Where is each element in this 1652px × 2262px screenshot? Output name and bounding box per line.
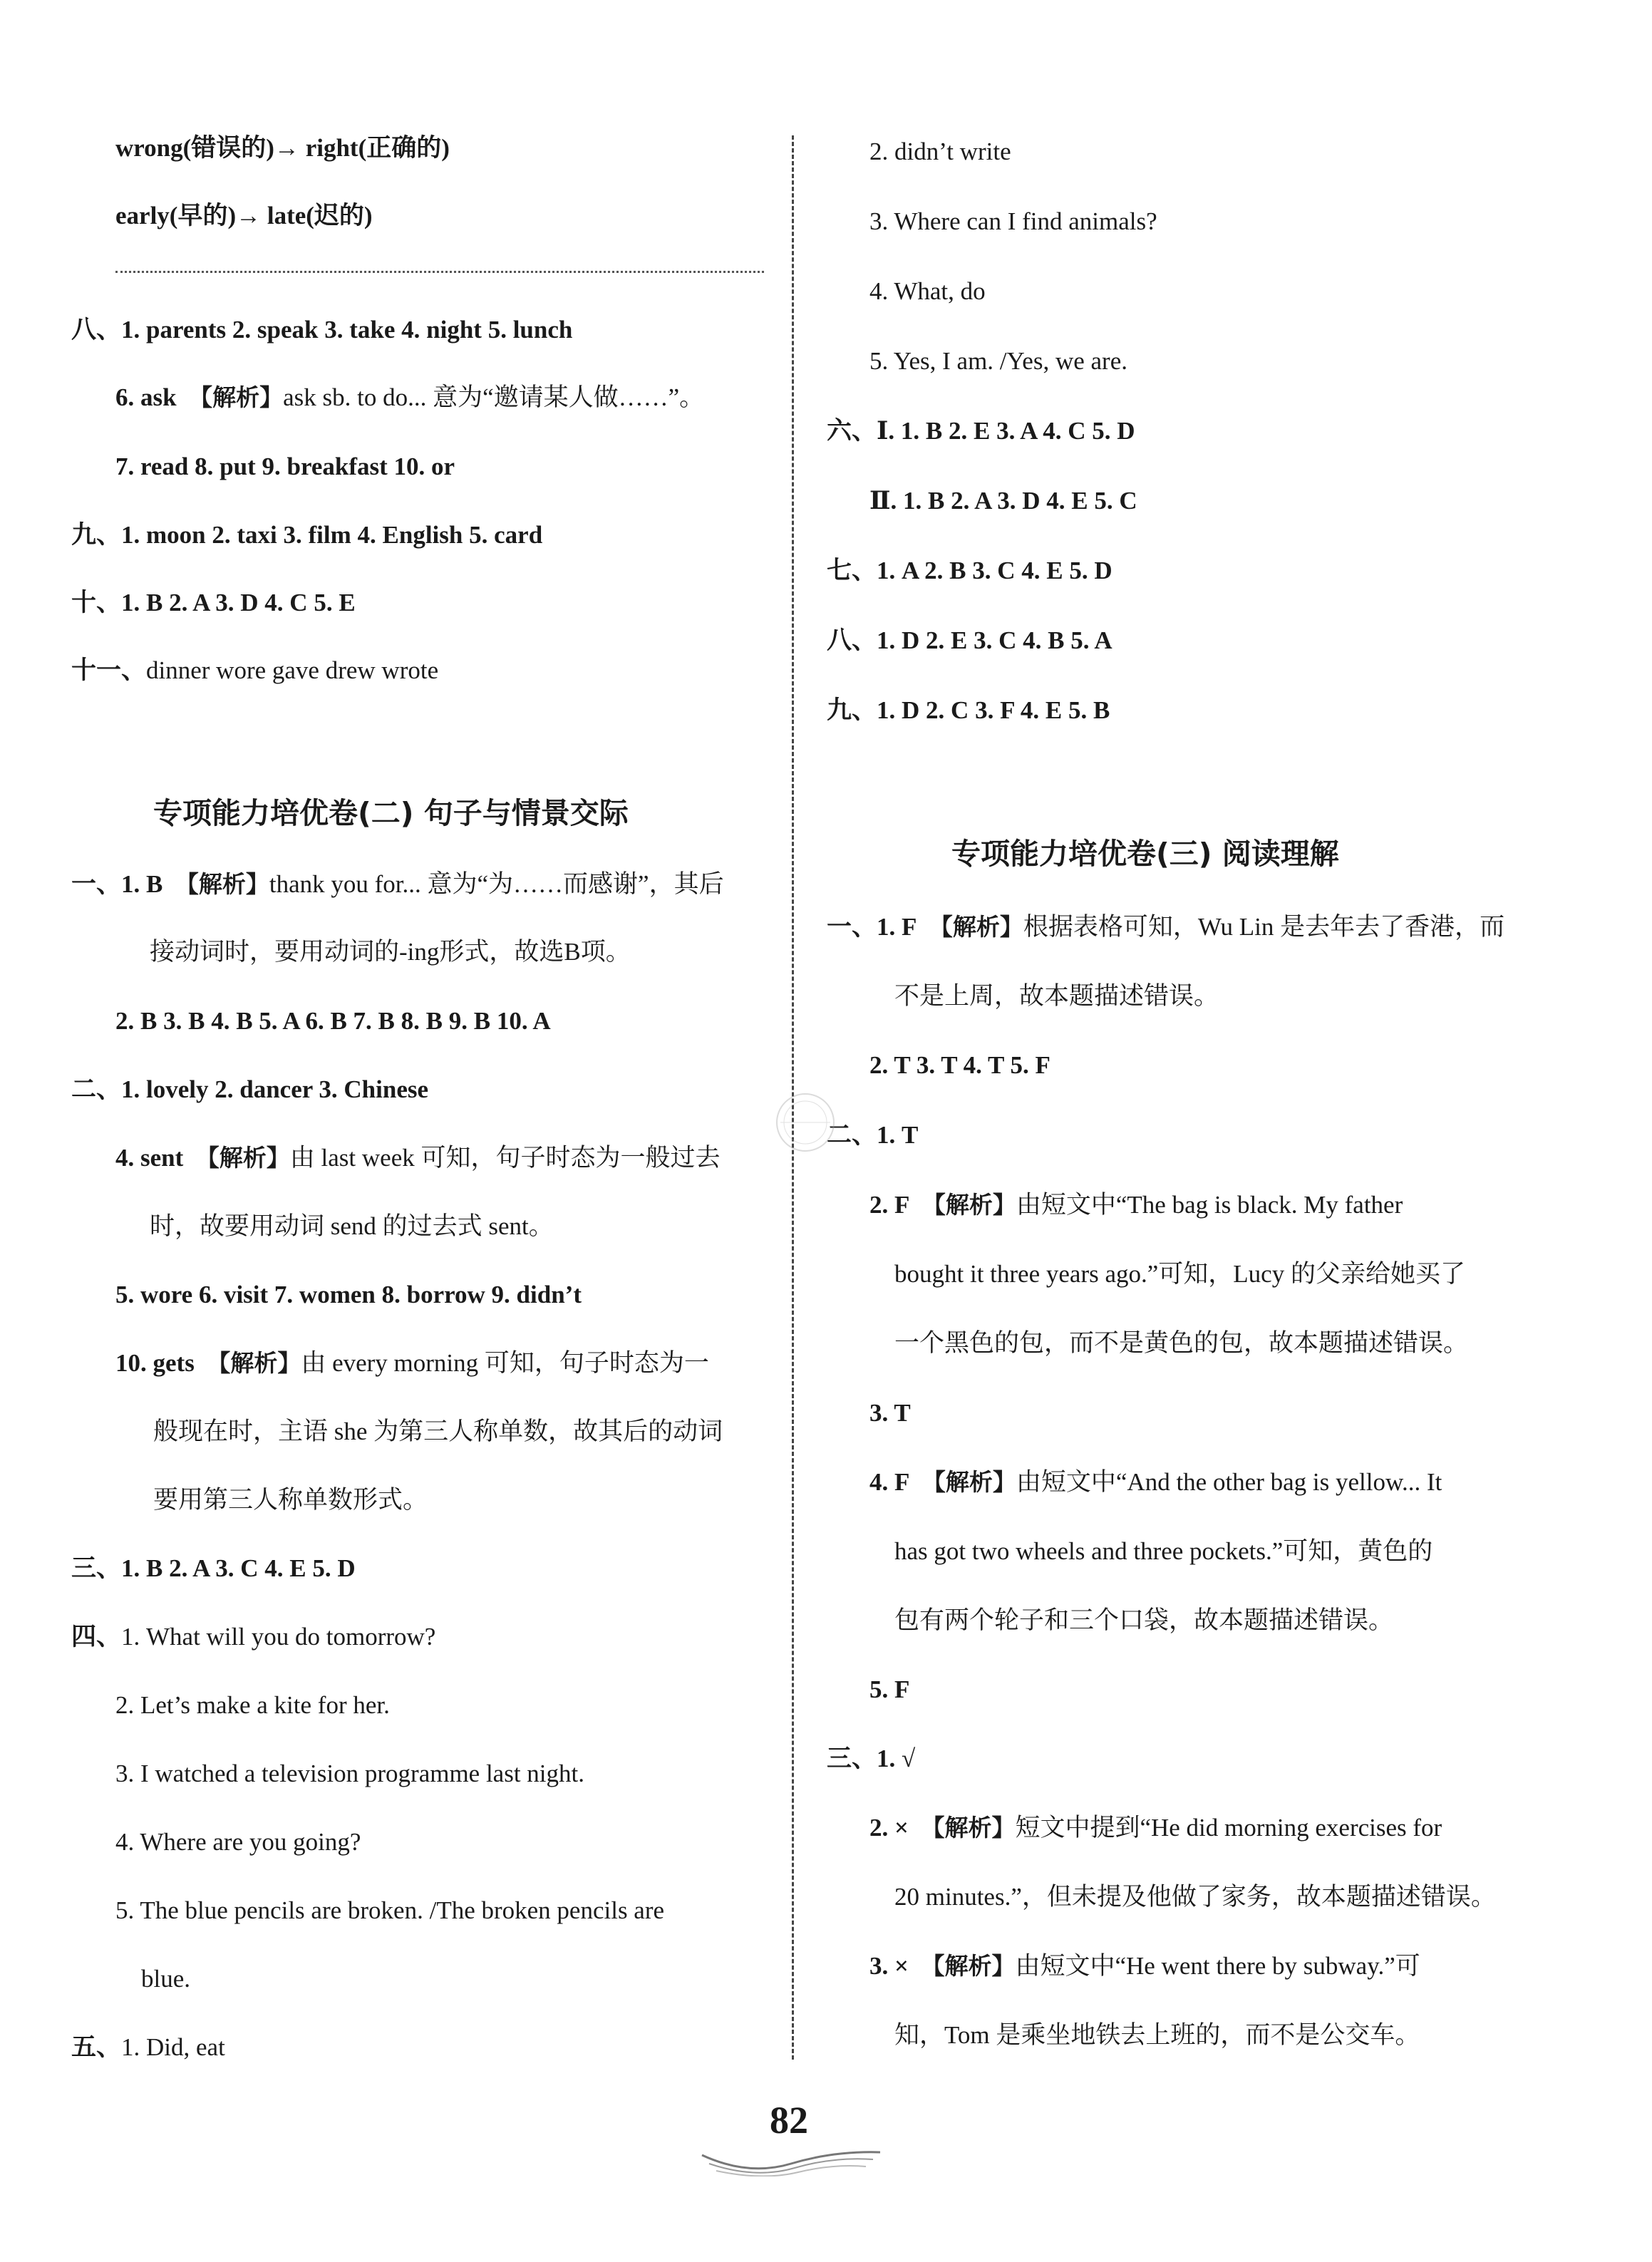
s3-q3-item-3: 3. × 【解析】由短文中“He went there by subway.”可 — [869, 1952, 1420, 1980]
q10-row: 十、1. B 2. A 3. D 4. C 5. E — [71, 589, 356, 616]
s3-q3-item-3-cont: 知，Tom 是乘坐地铁去上班的，而不是公交车。 — [894, 2021, 1420, 2049]
s3-q3-item-2: 2. × 【解析】短文中提到“He did morning exercises for — [869, 1814, 1442, 1842]
s2-q2-row-5: 5. wore 6. visit 7. women 8. borrow 9. didn’t — [115, 1281, 582, 1308]
s3-q2-item-2-cont-1: bought it three years ago.”可知，Lucy 的父亲给她买了 — [894, 1260, 1465, 1288]
s2-q4-line-5-cont: blue. — [141, 1965, 191, 1993]
s2-q1-row: 2. B 3. B 4. B 5. A 6. B 7. B 8. B 9. B 10. A — [115, 1007, 551, 1035]
q5-line-3: 3. Where can I find animals? — [869, 207, 1157, 235]
s2-q2-row-1: 二、1. lovely 2. dancer 3. Chinese — [71, 1075, 429, 1103]
s3-q1-line-2: 不是上周，故本题描述错误。 — [894, 982, 1219, 1010]
s2-q2-item-10-cont-1: 般现在时，主语 she 为第三人称单数，故其后的动词 — [153, 1417, 723, 1445]
q5-line-4: 4. What, do — [869, 277, 986, 305]
s2-q4-line-3: 3. I watched a television programme last night. — [115, 1760, 585, 1787]
s3-q2-item-5: 5. F — [869, 1675, 910, 1703]
q8-row: 八、1. D 2. E 3. C 4. B 5. A — [827, 626, 1112, 654]
antonym-line-1: wrong(错误的)→ right(正确的) — [115, 134, 450, 162]
q8-row-3: 7. read 8. put 9. breakfast 10. or — [115, 453, 455, 480]
s3-q1-row: 2. T 3. T 4. T 5. F — [869, 1051, 1050, 1079]
watermark-stamp-icon — [773, 1073, 837, 1172]
s2-q2-item-4-cont: 时，故要用动词 send 的过去式 sent。 — [150, 1212, 554, 1240]
s2-q1-line-2: 接动词时，要用动词的-ing形式，故选B项。 — [150, 938, 631, 966]
s2-q2-item-10-cont-2: 要用第三人称单数形式。 — [153, 1486, 428, 1514]
s3-q1-line-1: 一、1. F 【解析】根据表格可知，Wu Lin 是去年去了香港，而 — [827, 913, 1505, 941]
q9-row: 九、1. D 2. C 3. F 4. E 5. B — [827, 696, 1110, 724]
s3-q3-item-1: 三、1. √ — [827, 1745, 916, 1772]
q8-row-1: 八、1. parents 2. speak 3. take 4. night 5. lunch — [71, 316, 573, 344]
s2-q2-item-10: 10. gets 【解析】由 every morning 可知，句子时态为一 — [115, 1349, 709, 1377]
s2-q2-item-4: 4. sent 【解析】由 last week 可知，句子时态为一般过去 — [115, 1144, 721, 1172]
s2-q4-line-4: 4. Where are you going? — [115, 1828, 361, 1856]
s3-q3-item-2-cont: 20 minutes.”，但未提及他做了家务，故本题描述错误。 — [894, 1883, 1496, 1911]
page-ornament-icon — [698, 2145, 884, 2176]
page-number: 82 — [770, 2099, 808, 2142]
section-2-title: 专项能力培优卷(二) 句子与情景交际 — [153, 796, 629, 830]
s2-q1-line-1: 一、1. B 【解析】thank you for... 意为“为……而感谢”，其后 — [71, 870, 724, 898]
q7-row: 七、1. A 2. B 3. C 4. E 5. D — [827, 557, 1112, 584]
q5-line-5: 5. Yes, I am. /Yes, we are. — [869, 347, 1127, 375]
q6-row-2: Ⅱ. 1. B 2. A 3. D 4. E 5. C — [869, 487, 1137, 515]
q6-row-1: 六、Ⅰ. 1. B 2. E 3. A 4. C 5. D — [827, 417, 1135, 445]
s3-q2-item-2: 2. F 【解析】由短文中“The bag is black. My father — [869, 1191, 1403, 1219]
section-3-title: 专项能力培优卷(三) 阅读理解 — [951, 837, 1339, 871]
s2-q5-line-1: 五、1. Did, eat — [71, 2033, 225, 2061]
s3-q2-item-2-cont-2: 一个黑色的包，而不是黄色的包，故本题描述错误。 — [894, 1329, 1469, 1357]
q5-line-2: 2. didn’t write — [869, 138, 1011, 165]
s2-q4-line-2: 2. Let’s make a kite for her. — [115, 1691, 390, 1719]
s3-q2-item-1: 二、1. T — [827, 1121, 919, 1149]
s3-q2-item-4-cont-2: 包有两个轮子和三个口袋，故本题描述错误。 — [894, 1606, 1394, 1634]
s2-q3-row: 三、1. B 2. A 3. C 4. E 5. D — [71, 1554, 356, 1582]
s2-q4-line-5: 5. The blue pencils are broken. /The broken pencils are — [115, 1896, 665, 1924]
q8-row-2: 6. ask 【解析】ask sb. to do... 意为“邀请某人做……”。 — [115, 383, 705, 411]
q9-row: 九、1. moon 2. taxi 3. film 4. English 5. card — [71, 521, 543, 549]
s3-q2-item-3: 3. T — [869, 1399, 911, 1427]
antonym-line-2: early(早的)→ late(迟的) — [115, 202, 373, 229]
q11-row: 十一、dinner wore gave drew wrote — [71, 656, 439, 684]
dotted-separator — [115, 271, 764, 273]
s2-q4-line-1: 四、1. What will you do tomorrow? — [71, 1623, 436, 1651]
s3-q2-item-4-cont-1: has got two wheels and three pockets.”可知，黄色的 — [894, 1537, 1433, 1565]
s3-q2-item-4: 4. F 【解析】由短文中“And the other bag is yellow... It — [869, 1468, 1442, 1496]
